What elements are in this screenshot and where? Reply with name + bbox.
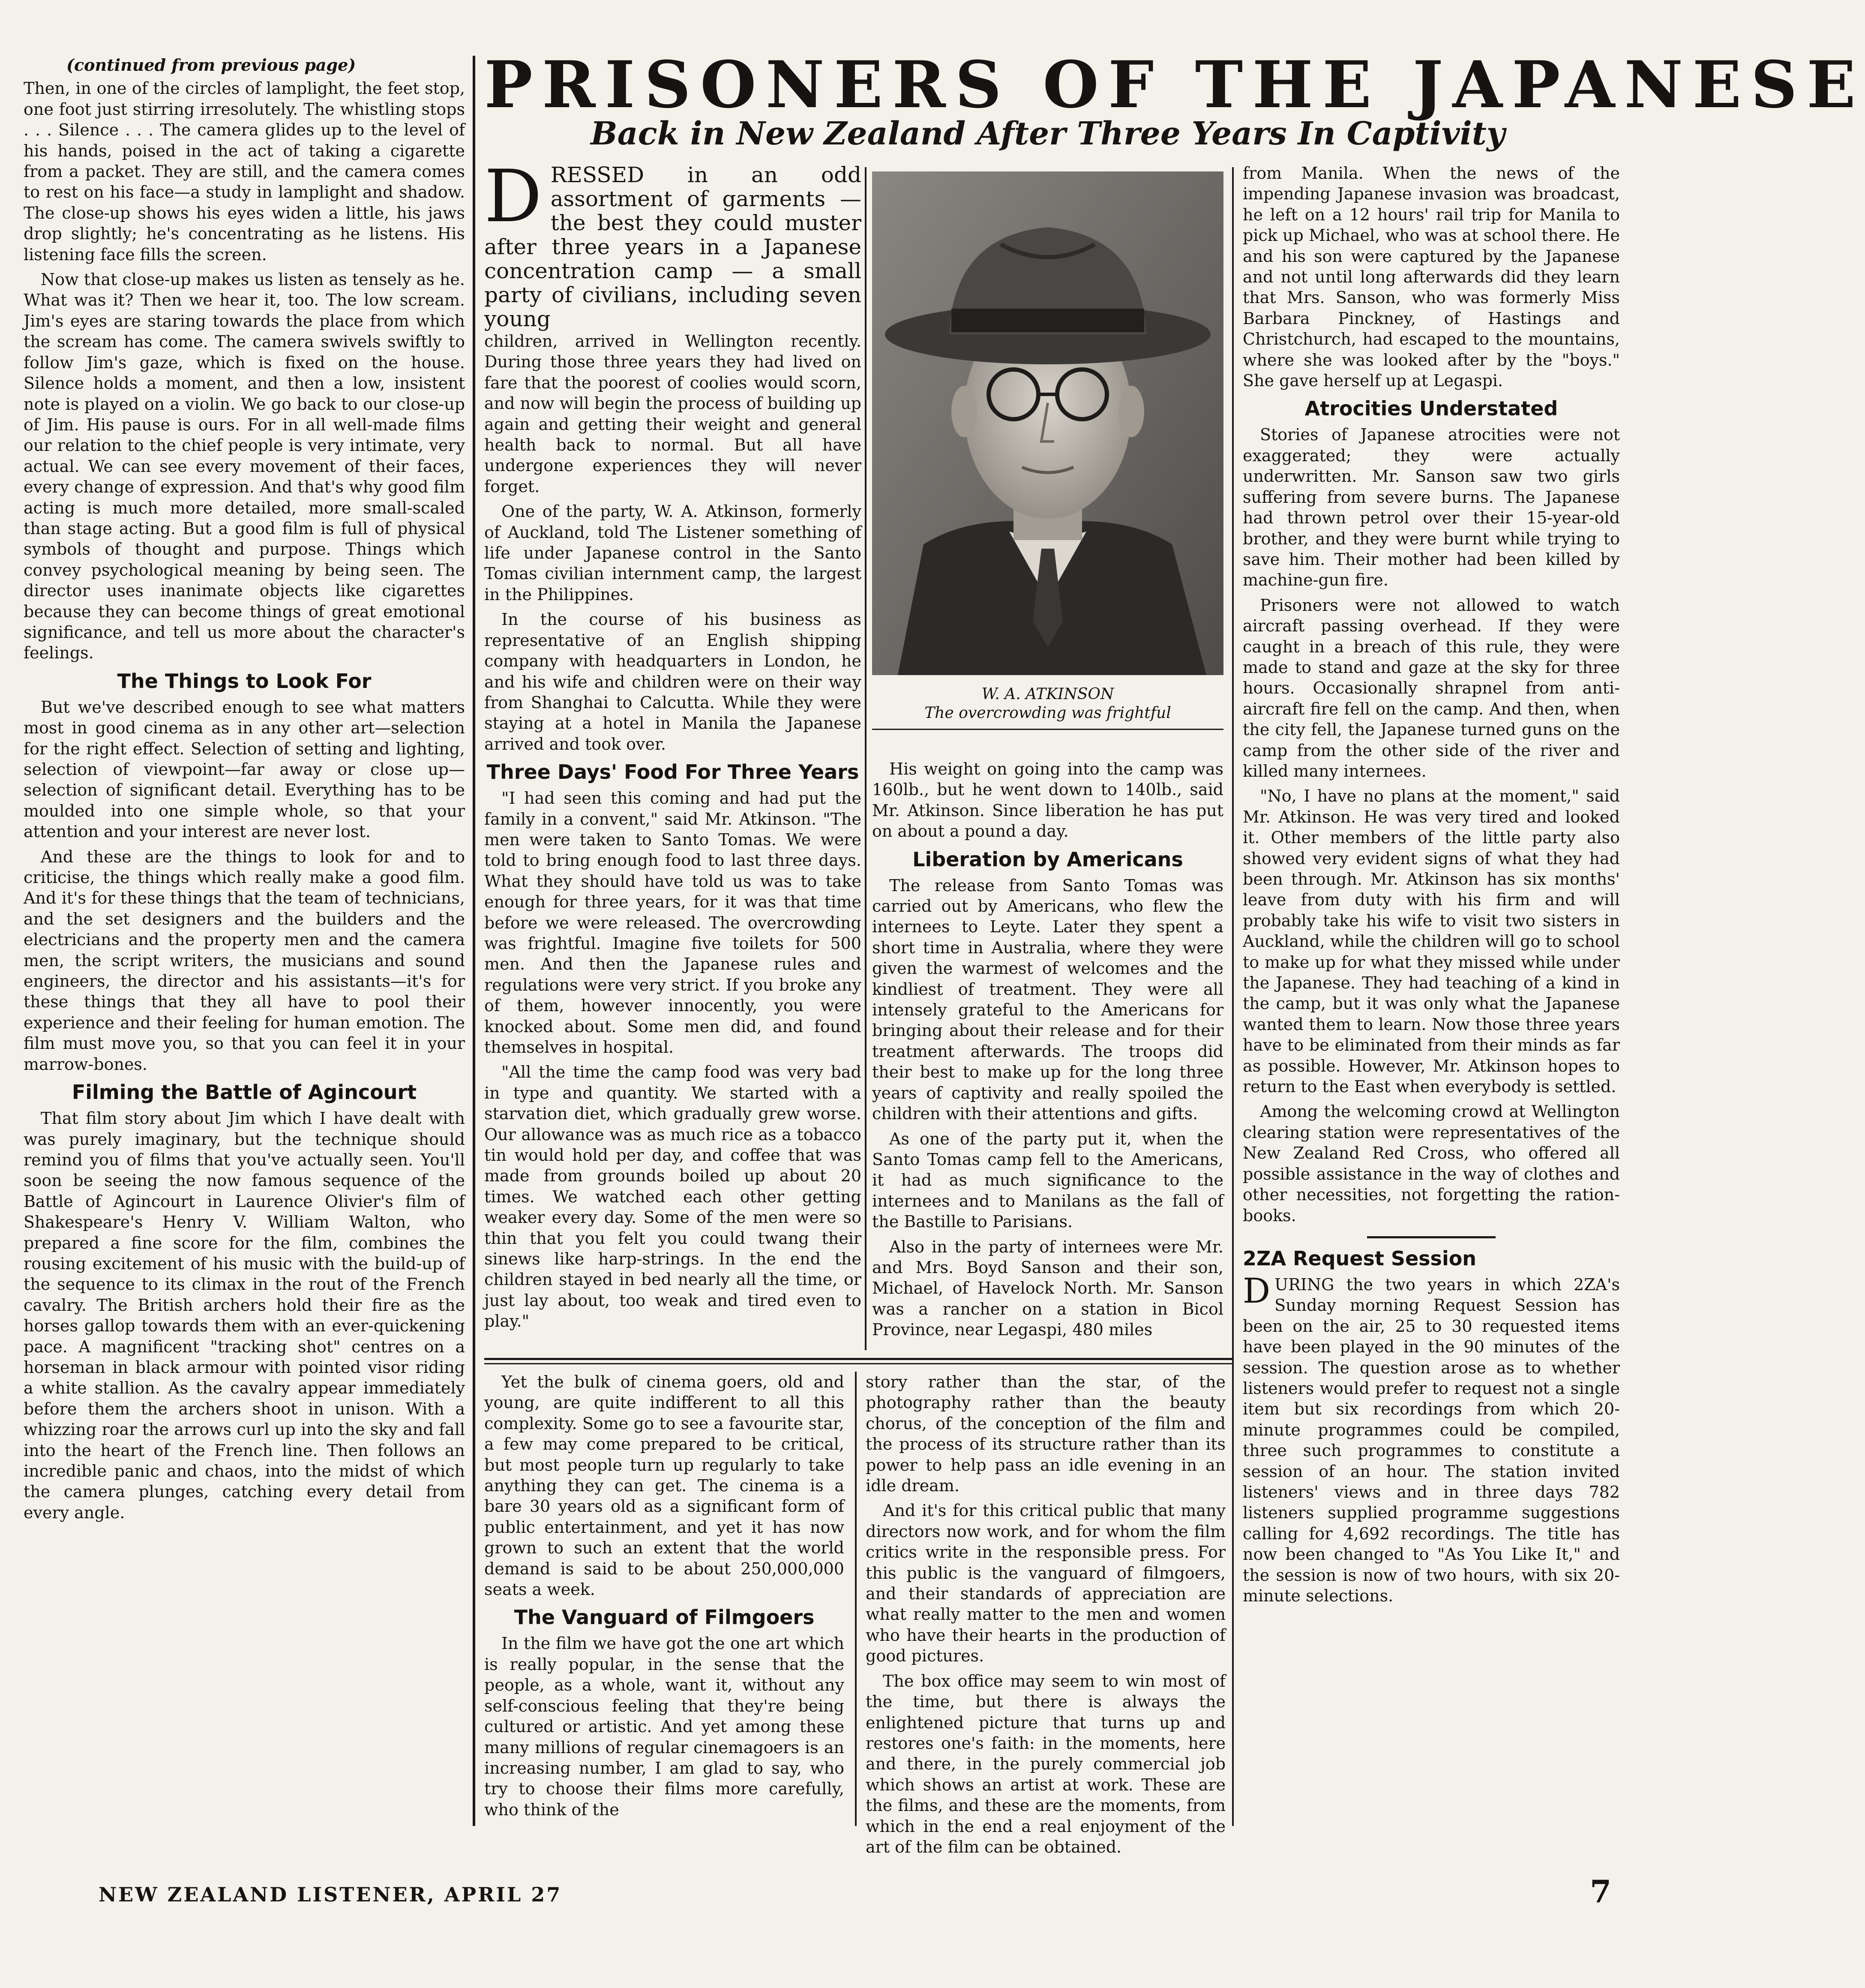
paragraph: But we've described enough to see what matters most in good cinema as in any other art—selection for the right effect. Selection of setting and lighting, selection of viewpoint—far away or close up—selection of significant detail. Everything has to be moulded into one simple whole, so that your attention and your interest are never lost. (24, 697, 465, 841)
paragraph: His weight on going into the camp was 160lb., but he went down to 140lb., said Mr. Atkinson. Since liberation he has put on about a pound a day. (872, 760, 1223, 841)
column-rule (865, 167, 867, 1350)
caption-rule (872, 729, 1223, 730)
lead-text: URING the two years in which 2ZA's Sunday morning Request Session has been on the air, 25 to 30 requested items have been played in the 90 minutes of the session. The question arose as to whether listeners would prefer to request not a single item but six recordings from which 20-minute programmes could be compiled, three such programmes to constitute a session of an hour. The station invited listeners' views and in three days 782 listeners supplied programme suggestions calling for 4,692 recordings. The title has now been changed to "As You Like It," and the session is now of two hours, with six 20-minute selections. (1243, 1275, 1620, 1605)
paragraph: Now that close-up makes us listen as tensely as he. What was it? Then we hear it, too. The low scream. Jim's eyes are staring towards the place from which the scream has come. The camera swivels swiftly to follow Jim's gaze, which is fixed on the house. Silence holds a moment, and then a low, insistent note is played on a violin. We go back to our close-up of Jim. His pause is ours. For in all well-made films our relation to the chief people is very intimate, very actual. We can see every movement of their faces, every change of expression. And that's why good film acting is much more detailed, more small-scaled than stage acting. But a good film is full of physical symbols of thought and purpose. Things which convey psychological meaning by being seen. The director uses inanimate objects like cigarettes because they can become things of great emotional significance, and tell us more about the character's feelings. (24, 270, 465, 663)
story-lead (484, 154, 861, 331)
paragraph: Yet the bulk of cinema goers, old and young, are quite indifferent to all this complexity. Some go to see a favourite star, a few may come prepared to be critical, but most people turn up regularly to take anything they can get. The cinema is a bare 30 years old as a significant form of public entertainment, and yet it has now grown to such an extent that the world demand is said to be about 250,000,000 seats a week. (484, 1372, 844, 1599)
caption-quote: The overcrowding was frightful (924, 704, 1171, 722)
section-divider (1367, 1236, 1496, 1238)
paragraph: Then, in one of the circles of lamplight, the feet stop, one foot just stirring irresolutely. The whistling stops . . . Silence . . . The camera glides up to the level of his hands, poised in the act of taking a cigarette from a packet. They are still, and the camera comes to rest on his face—a study in lamplight and shadow. The close-up shows his eyes widen a little, his jaws drop slightly; he's concentrating as he listens. His listening face fills the screen. (24, 79, 465, 264)
paragraph: Also in the party of internees were Mr. and Mrs. Boyd Sanson and their son, Michael, of Havelock North. Mr. Sanson was a rancher on a station in Bicol Province, near Legaspi, 480 miles (872, 1237, 1223, 1339)
section-heading: Three Days' Food For Three Years (486, 760, 859, 784)
section-rule (484, 1358, 1232, 1360)
headline: PRISONERS OF THE JAPANESE (484, 47, 1865, 123)
paragraph: children, arrived in Wellington recently. During those three years they had lived on fare that the poorest of coolies would scorn, and now will begin the process of building up again and getting their weight and general health back to normal. But all have undergone experiences they will never forget. (484, 332, 861, 496)
column-rule (1232, 167, 1234, 1826)
paragraph: Stories of Japanese atrocities were not exaggerated; they were actually underwritten. Mr. Sanson saw two girls suffering from severe burns. The Japanese had thrown petrol over their 15-year-old brother, and they were burnt while trying to save him. Their mother had been killed by machine-gun fire. (1243, 425, 1620, 590)
section-heading: Liberation by Americans (912, 847, 1183, 871)
paragraph: "No, I have no plans at the moment," said Mr. Atkinson. He was very tired and looked it. Other members of the little party also showed very evident signs of what they had been through. Mr. Atkinson has six months' leave from duty with his firm and will probably take his wife to visit two sisters in Auckland, while the children will go to school to make up for what they missed while under the Japanese. They had teaching of a kind in the camp, but it was only what the Japanese wanted them to learn. Now those three years have to be eliminated from their minds as far as possible. However, Mr. Atkinson hopes to return to the East when everybody is settled. (1243, 787, 1620, 1096)
right-column (1243, 163, 1620, 1610)
paragraph: from Manila. When the news of the impending Japanese invasion was broadcast, he left on a 12 hours' rail trip for Manila to pick up Michael, who was at school there. He and his son were captured by the Japanese and not until long afterwards did they learn that Mrs. Sanson, who was formerly Miss Barbara Pinckney, of Hastings and Christchurch, had escaped to the mountains, where she was looked after by the "boys." She gave herself up at Legaspi. (1243, 164, 1620, 390)
paragraph: The release from Santo Tomas was carried out by Americans, who flew the internees to Leyte. Later they spent a short time in Australia, where they were given the warmest of welcomes and the kindliest of treatment. They were all intensely grateful to the Americans for bringing about their release and for their treatment afterwards. The troops did their best to make up for the long three years of captivity and really spoiled the children with their attentions and gifts. (872, 876, 1223, 1123)
paragraph: As one of the party put it, when the Santo Tomas camp fell to the Americans, it had as much significance to the internees and to Manilans as the fall of the Bastille to Parisians. (872, 1129, 1223, 1231)
column-rule (473, 56, 475, 1826)
paragraph: That film story about Jim which I have dealt with was purely imaginary, but the technique should remind you of films that you've actually seen. You'll soon be seeing the now famous sequence of the Battle of Agincourt in Laurence Olivier's film of Shakespeare's Henry V. William Walton, who prepared a fine score for the film, combines the rousing excitement of his music with the build-up of the sequence to its climax in the rout of the French cavalry. The British archers hold their fire as the horses gallop towards them with an ever-quickening pace. A magnificent "tracking shot" centres on a horseman in black armour with pointed visor riding a white stallion. As the cavalry appear immediately before them the archers shoot in unison. With a whizzing roar the arrows curl up into the sky and fall into the heart of the French line. Then follows an incredible panic and chaos, into the midst of which the camera plunges, catching every detail from every angle. (24, 1109, 465, 1522)
paragraph: And these are the things to look for and to criticise, the things which really make a good film. And it's for these things that the team of technicians, and the set designers and the builders and the electricians and the property men and the camera men, the script writers, the musicians and sound engineers, the director and his assistants—it's for these things that they all have to pool their experience and their feeling for human emotion. The film must move you, so that you can feel it in your marrow-bones. (24, 847, 465, 1074)
story-column-b (872, 759, 1223, 1345)
paragraph: The box office may seem to win most of the time, but there is always the enlightened picture that turns up and restores one's faith: in the moments, here and there, in the purely commercial job which shows an artist at work. These are the films, and these are the moments, from which in the end a real enjoyment of the art of the film can be obtained. (866, 1671, 1226, 1856)
paragraph: story rather than the star, of the photography rather than the beauty chorus, of the conception of the film and the process of its structure rather than its power to help pass an idle evening in an idle dream. (866, 1372, 1226, 1496)
paragraph: "All the time the camp food was very bad in type and quantity. We started with a starvation diet, which gradually grew worse. Our allowance was as much rice as a tobacco tin would hold per day, and coffee that was made from grounds boiled up about 20 times. We watched each other getting weaker every day. Some of the men were so thin that you felt you could twang their sinews like harp-strings. In the end the children stayed in bed nearly all the time, or just lay about, too weak and tired even to play." (484, 1063, 861, 1331)
caption-name: W. A. ATKINSON (981, 685, 1114, 703)
paragraph: Among the welcoming crowd at Wellington clearing station were representatives of the New Zealand Red Cross, who offered all possible assistance in the way of clothes and other necessities, not forgetting the ration-books. (1243, 1102, 1620, 1225)
section-heading: Atrocities Understated (1304, 397, 1558, 420)
section-heading: Filming the Battle of Agincourt (72, 1081, 417, 1104)
bottom-column-b (866, 1372, 1226, 1862)
section-heading: 2ZA Request Session (1243, 1246, 1477, 1270)
drop-cap: D (1243, 1270, 1271, 1311)
lead-text: RESSED in an odd assortment of garments — the best they could muster after three years in a Japanese concentration camp — a small party of civilians, including seven young (484, 162, 861, 331)
footer-publication: NEW ZEALAND LISTENER, APRIL 27 (99, 1883, 562, 1906)
portrait-illustration (872, 171, 1223, 675)
portrait-photo (872, 171, 1223, 675)
bottom-column-a (484, 1372, 844, 1824)
paragraph: And it's for this critical public that many directors now work, and for whom the film critics write in the responsible press. For this public is the vanguard of filmgoers, and their standards of appreciation are what really matter to the men and women who have their hearts in the production of good pictures. (866, 1501, 1226, 1666)
paragraph: "I had seen this coming and had put the family in a convent," said Mr. Atkinson. "The men were taken to Santo Tomas. We were told to bring enough food to last three days. What they should have told us was to take enough for three years, for it was that time before we were released. The overcrowding was frightful. Imagine five toilets for 500 men. And then the Japanese rules and regulations were very strict. If you broke any of them, however innocently, you were knocked about. Some men did, and found themselves in hospital. (484, 789, 861, 1057)
section-heading: The Things to Look For (117, 669, 372, 693)
paragraph (1243, 1270, 1620, 1607)
section-heading: The Vanguard of Filmgoers (514, 1606, 815, 1629)
story-column-a (484, 154, 861, 1336)
page-number: 7 (1590, 1873, 1612, 1910)
drop-cap: D (484, 154, 542, 238)
subheadline: Back in New Zealand After Three Years In Captivity (591, 115, 1505, 152)
section-rule (484, 1363, 1232, 1364)
photo-caption (872, 685, 1223, 723)
paragraph: Prisoners were not allowed to watch aircraft passing overhead. If they were caught in a breach of this rule, they were made to stand and gaze at the sky for three hours. Occasionally shrapnel from anti-aircraft fire fell on the camp. And then, when the city fell, the Japanese turned guns on the camp from the other side of the river and killed many internees. (1243, 595, 1620, 781)
paragraph: In the course of his business as representative of an English shipping company with headquarters in London, he and his wife and children were on their way from Shanghai to Calcutta. While they were staying at a hotel in Manila the Japanese arrived and took over. (484, 610, 861, 754)
paragraph: In the film we have got the one art which is really popular, in the sense that the people, as a whole, want it, without any self-conscious feeling that they're being cultured or artistic. And yet among these many millions of regular cinemagoers is an increasing number, I am glad to say, who try to choose their films more carefully, who think of the (484, 1634, 844, 1819)
paragraph: One of the party, W. A. Atkinson, formerly of Auckland, told The Listener something of life under Japanese control in the Santo Tomas civilian internment camp, the largest in the Philippines. (484, 502, 861, 604)
column-rule (855, 1372, 857, 1826)
continued-note: (continued from previous page) (66, 55, 356, 75)
left-column (24, 55, 465, 1527)
